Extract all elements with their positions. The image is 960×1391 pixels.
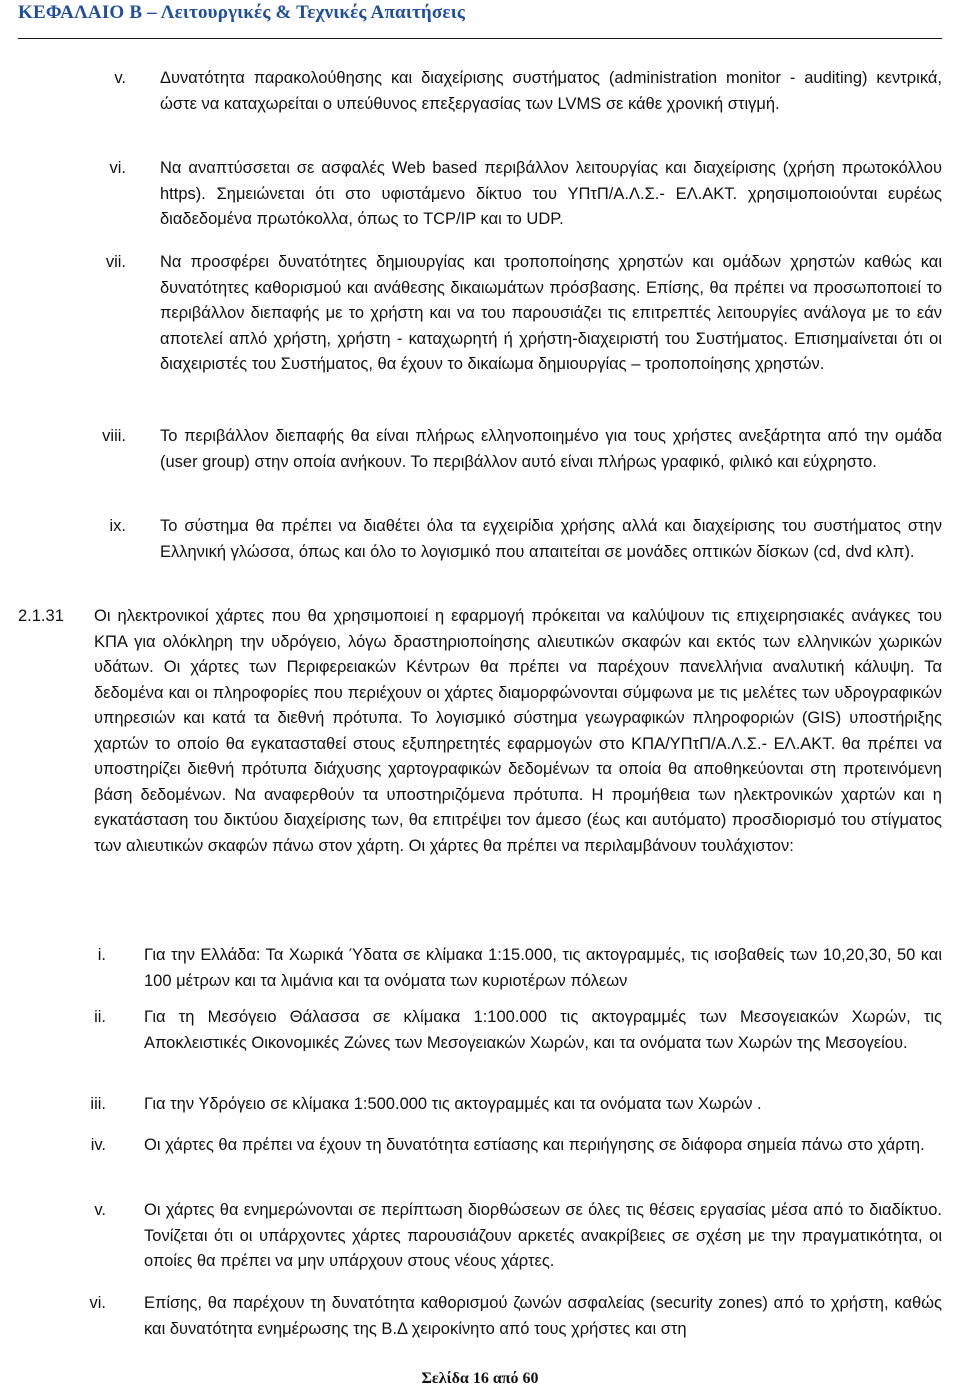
section-paragraph: [94, 604, 942, 859]
list-item-text: Για τη Μεσόγειο Θάλασσα σε κλίμακα 1:100.000 τις ακτογραμμές των Μεσογειακών Χωρών, τις Αποκλειστικές Οικονομικές Ζώνες των Μεσογειακών Χωρών, και τα ονόματα των Χωρών της Μεσογείου.: [144, 1008, 942, 1052]
list-item-number: ii.: [94, 1008, 106, 1026]
list-item-number: iv.: [90, 1136, 106, 1154]
section-text: Οι ηλεκτρονικοί χάρτες που θα χρησιμοποιεί η εφαρμογή πρόκειται να καλύψουν τις επιχειρησιακές ανάγκες του ΚΠΑ για ολόκληρη την υδρόγειο, λόγω δραστηριοποίησης αλιευτικών σκαφών και εκτός των ελληνικών χωρικών υδάτων. Οι χάρτες των Περιφερειακών Κέντρων θα πρέπει να παρέχουν πανελλήνια αναλυτική κάλυψη. Τα δεδομένα και οι πληροφορίες που περιέχουν οι χάρτες διαμορφώνονται σύμφωνα με τις μελέτες των υδρογραφικών υπηρεσιών και κατά τα διεθνή πρότυπα. Το λογισμικό σύστημα γεωγραφικών πληροφοριών (GIS) υποστήριξης χαρτών το οποίο θα εγκατασταθεί στους εξυπηρετητές εφαρμογών στο ΚΠΑ/ΥΠτΠ/Α.Λ.Σ.- ΕΛ.ΑΚΤ. θα πρέπει να υποστηρίζει διεθνή πρότυπα διάχυσης χαρτογραφικών δεδομένων τα οποία θα αποθηκεύονται στη προτεινόμενη βάση δεδομένων. Να αναφερθούν τα υποστηριζόμενα πρότυπα. Η προμήθεια των ηλεκτρονικών χαρτών και η εγκατάσταση του δικτύου διαχείρισης των, θα επιτρέψει τον άμεσο (έως και αυτόματο) προσδιορισμό του στίγματος των αλιευτικών σκαφών πάνω στον χάρτη. Οι χάρτες θα πρέπει να περιλαμβάνουν τουλάχιστον:: [94, 607, 942, 855]
list-item-text: Το σύστημα θα πρέπει να διαθέτει όλα τα εγχειρίδια χρήσης αλλά και διαχείρισης του συστήματος στην Ελληνική γλώσσα, όπως και όλο το λογισμικό που απαιτείται σε μονάδες οπτικών δίσκων (cd, dvd κλπ).: [160, 517, 942, 561]
list-item-text: Οι χάρτες θα πρέπει να έχουν τη δυνατότητα εστίασης και περιήγησης σε διάφορα σημεία πάνω στο χάρτη.: [144, 1136, 925, 1154]
list-item-text: Επίσης, θα παρέχουν τη δυνατότητα καθορισμού ζωνών ασφαλείας (security zones) από το χρήστη, καθώς και δυνατότητα ενημέρωσης της Β.Δ χειροκίνητο από τους χρήστες και στη: [144, 1294, 942, 1338]
chapter-title: ΚΕΦΑΛΑΙΟ Β – Λειτουργικές & Τεχνικές Απαιτήσεις: [18, 2, 466, 23]
list-item-number: ix.: [109, 517, 126, 535]
list-item-number: v.: [114, 69, 126, 87]
list-item-number: vi.: [109, 159, 126, 177]
list-item-text: Το περιβάλλον διεπαφής θα είναι πλήρως ελληνοποιημένο για τους χρήστες ανεξάρτητα από την ομάδα (user group) στην οποία ανήκουν. Το περιβάλλον αυτό είναι πλήρως γραφικό, φιλικό και εύχρηστο.: [160, 427, 942, 471]
section-number: 2.1.31: [18, 607, 64, 625]
list-item-number: v.: [94, 1201, 106, 1219]
list-item-number: vii.: [105, 253, 126, 271]
list-item-text: Για την Ελλάδα: Τα Χωρικά Ύδατα σε κλίμακα 1:15.000, τις ακτογραμμές, τις ισοβαθείς των 10,20,30, 50 και 100 μέτρων και τα λιμάνια και τα ονόματα των κυριοτέρων πόλεων: [144, 946, 942, 990]
list-item-number: viii.: [102, 427, 126, 445]
list-item-text: Για την Υδρόγειο σε κλίμακα 1:500.000 τις ακτογραμμές και τα ονόματα των Χωρών .: [144, 1095, 762, 1113]
list-item-text: Να αναπτύσσεται σε ασφαλές Web based περιβάλλον λειτουργίας και διαχείρισης (χρήση πρωτοκόλλου https). Σημειώνεται ότι στο υφιστάμενο δίκτυο του ΥΠτΠ/Α.Λ.Σ.- ΕΛ.ΑΚΤ. χρησιμοποιούνται ευρέως διαδεδομένα πρωτόκολλα, όπως το TCP/IP και το UDP.: [160, 159, 942, 228]
list-item-number: vi.: [89, 1294, 106, 1312]
page-number: Σελίδα 16 από 60: [421, 1370, 539, 1387]
page-header: [18, 0, 942, 39]
list-item-number: i.: [97, 946, 106, 964]
list-item-number: iii.: [90, 1095, 106, 1113]
list-item-text: Δυνατότητα παρακολούθησης και διαχείρισης συστήματος (administration monitor - auditing) κεντρικά, ώστε να καταχωρείται ο υπεύθυνος επεξεργασίας των LVMS σε κάθε χρονική στιγμή.: [160, 69, 942, 113]
list-item-text: Να προσφέρει δυνατότητες δημιουργίας και τροποποίησης χρηστών και ομάδων χρηστών καθώς και δυνατότητες καθορισμού και ανάθεσης δικαιωμάτων πρόσβασης. Επίσης, θα πρέπει να προσωποποιεί το περιβάλλον διεπαφής με το χρήστη και να του παρουσιάζει τις επιτρεπτές λειτουργίες ανάλογα με το εάν αποτελεί απλό χρήστη, χρήστη - καταχωρητή ή χρήστη-διαχειριστή του Συστήματος. Επισημαίνεται ότι οι διαχειριστές του Συστήματος, θα έχουν το δικαίωμα δημιουργίας – τροποποίησης χρηστών.: [160, 253, 942, 373]
list-item-text: Οι χάρτες θα ενημερώνονται σε περίπτωση διορθώσεων σε όλες τις θέσεις εργασίας μέσα από το διαδίκτυο. Τονίζεται ότι οι υπάρχοντες χάρτες παρουσιάζουν αρκετές ανακρίβειες σε σχέση με την πραγματικότητα, οι οποίες θα πρέπει να μην υπάρχουν στους νέους χάρτες.: [144, 1201, 942, 1270]
